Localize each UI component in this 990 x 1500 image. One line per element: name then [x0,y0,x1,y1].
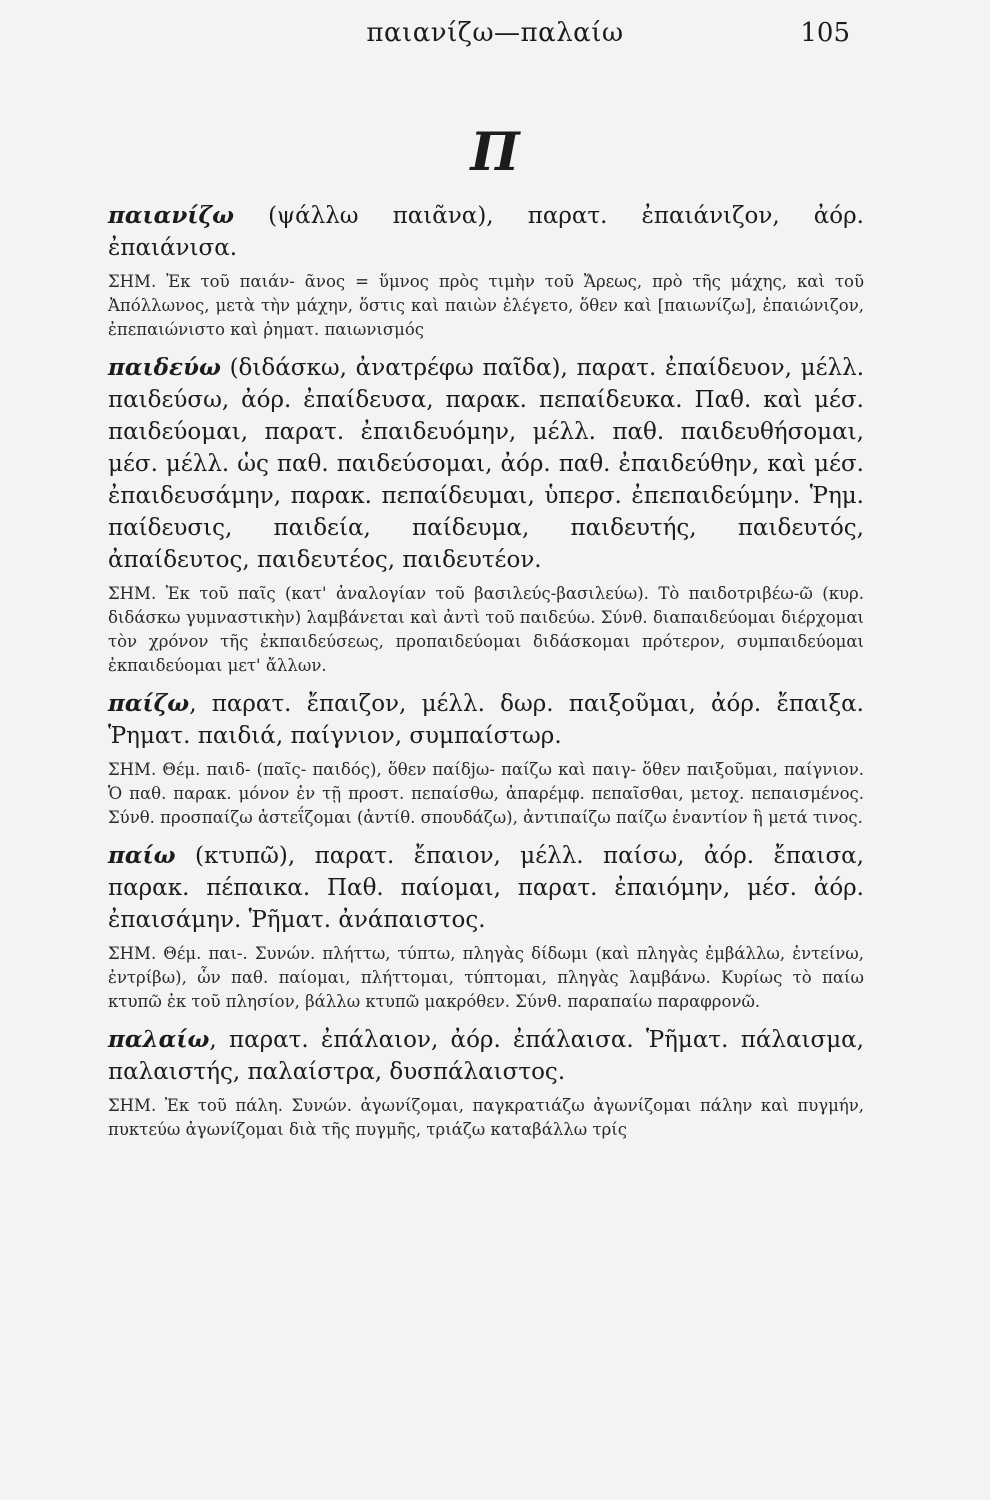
entry-body [108,1024,864,1088]
entry-note [108,582,864,678]
entry-paianizo [108,200,864,342]
entry-text: , παρατ. ἐπάλαιον, ἀόρ. ἐπάλαισα. Ῥῆματ. πάλαισμα, παλαιστής, παλαίστρα, δυσπάλαιστος. [108,1027,864,1085]
note-label: ΣΗΜ. [108,1096,157,1115]
entry-palaio [108,1024,864,1142]
entry-note [108,1094,864,1142]
entry-body [108,352,864,576]
entry-body [108,688,864,752]
note-text: Ἐκ τοῦ παιάν- ᾶνος = ὕμνος πρὸς τιμὴν τοῦ Ἄρεως, πρὸ τῆς μάχης, καὶ τοῦ Ἀπόλλωνος, μετὰ τὴν μάχην, ὅστις καὶ παιὼν ἐλέγετο, ὅθεν καὶ [παιωνίζω], ἐπαιώνιζον, ἐπεπαιώνιστο καὶ ῥηματ. παιωνισμός [108,272,864,339]
page-number: 105 [800,18,850,48]
entry-text: (διδάσκω, ἀνατρέφω παῖδα), παρατ. ἐπαίδευον, μέλλ. παιδεύσω, ἀόρ. ἐπαίδευσα, παρακ. πεπαίδευκα. Παθ. καὶ μέσ. παιδεύομαι, παρατ. ἐπαιδευόμην, μέλλ. παθ. παιδευθήσομαι, μέσ. μέλλ. ὡς παθ. παιδεύσομαι, ἀόρ. παθ. ἐπαιδεύθην, καὶ μέσ. ἐπαιδευσάμην, παρακ. πεπαίδευμαι, ὑπερσ. ἐπεπαιδεύμην. Ῥημ. παίδευσις, παιδεία, παίδευμα, παιδευτής, παιδευτός, ἀπαίδευτος, παιδευτέος, παιδευτέον. [108,355,864,573]
headword: παλαίω [108,1026,210,1053]
entry-paizo [108,688,864,830]
entry-note [108,270,864,342]
entry-text: , παρατ. ἔπαιζον, μέλλ. δωρ. παιξοῦμαι, ἀόρ. ἔπαιξα. Ῥηματ. παιδιά, παίγνιον, συμπαίστωρ. [108,691,864,749]
entry-paio [108,840,864,1014]
note-text: Θέμ. παιδ- (παῖς- παιδός), ὅθεν παίδjω- παίζω καὶ παιγ- ὅθεν παιξοῦμαι, παίγνιον. Ὁ παθ. παρακ. μόνον ἐν τῇ προστ. πεπαίσθω, ἀπαρέμφ. πεπαῖσθαι, μετοχ. πεπαισμένος. Σύνθ. προσπαίζω ἀστεΐζομαι (ἀντίθ. σπουδάζω), ἀντιπαίζω παίζω ἐναντίον ἢ μετά τινος. [108,760,864,827]
headword: παιανίζω [108,202,234,229]
headword: παιδεύω [108,354,221,381]
entry-body [108,840,864,936]
entry-paideuo [108,352,864,678]
note-label: ΣΗΜ. [108,944,157,963]
section-letter: Π [470,122,520,183]
entry-note [108,942,864,1014]
note-label: ΣΗΜ. [108,760,157,779]
note-text: Ἐκ τοῦ παῖς (κατ' ἀναλογίαν τοῦ βασιλεύς-βασιλεύω). Τὸ παιδοτριβέω-ῶ (κυρ. διδάσκω γυμναστικὴν) λαμβάνεται καὶ ἀντὶ τοῦ παιδεύω. Σύνθ. διαπαιδεύομαι διέρχομαι τὸν χρόνον τῆς ἐκπαιδεύσεως, προπαιδεύομαι διδάσκομαι πρότερον, συμπαιδεύομαι ἐκπαιδεύομαι μετ' ἄλλων. [108,584,864,675]
note-label: ΣΗΜ. [108,272,157,291]
headword: παίω [108,842,176,869]
entry-body [108,200,864,264]
entry-text: (ψάλλω παιᾶνα), παρατ. ἐπαιάνιζον, ἀόρ. ἐπαιάνισα. [108,203,864,261]
entry-text: (κτυπῶ), παρατ. ἔπαιον, μέλλ. παίσω, ἀόρ. ἔπαισα, παρακ. πέπαικα. Παθ. παίομαι, παρατ. ἐπαιόμην, μέσ. ἀόρ. ἐπαισάμην. Ῥῆματ. ἀνάπαιστος. [108,843,864,933]
running-header [0,14,990,54]
note-text: Ἐκ τοῦ πάλη. Συνών. ἀγωνίζομαι, παγκρατιάζω ἀγωνίζομαι πάλην καὶ πυγμήν, πυκτεύω ἀγωνίζομαι διὰ τῆς πυγμῆς, τριάζω καταβάλλω τρίς [108,1096,864,1139]
note-text: Θέμ. παι-. Συνών. πλήττω, τύπτω, πληγὰς δίδωμι (καὶ πληγὰς ἐμβάλλω, ἐντείνω, ἐντρίβω), ὧν παθ. παίομαι, πλήττομαι, τύπτομαι, πληγὰς λαμβάνω. Κυρίως τὸ παίω κτυπῶ ἐκ τοῦ πλησίον, βάλλω κτυπῶ μακρόθεν. Σύνθ. παραπαίω παραφρονῶ. [108,944,864,1011]
header-title: παιανίζω—παλαίω [366,18,624,48]
entry-note [108,758,864,830]
note-label: ΣΗΜ. [108,584,157,603]
headword: παίζω [108,690,190,717]
entry-list [108,200,864,1152]
